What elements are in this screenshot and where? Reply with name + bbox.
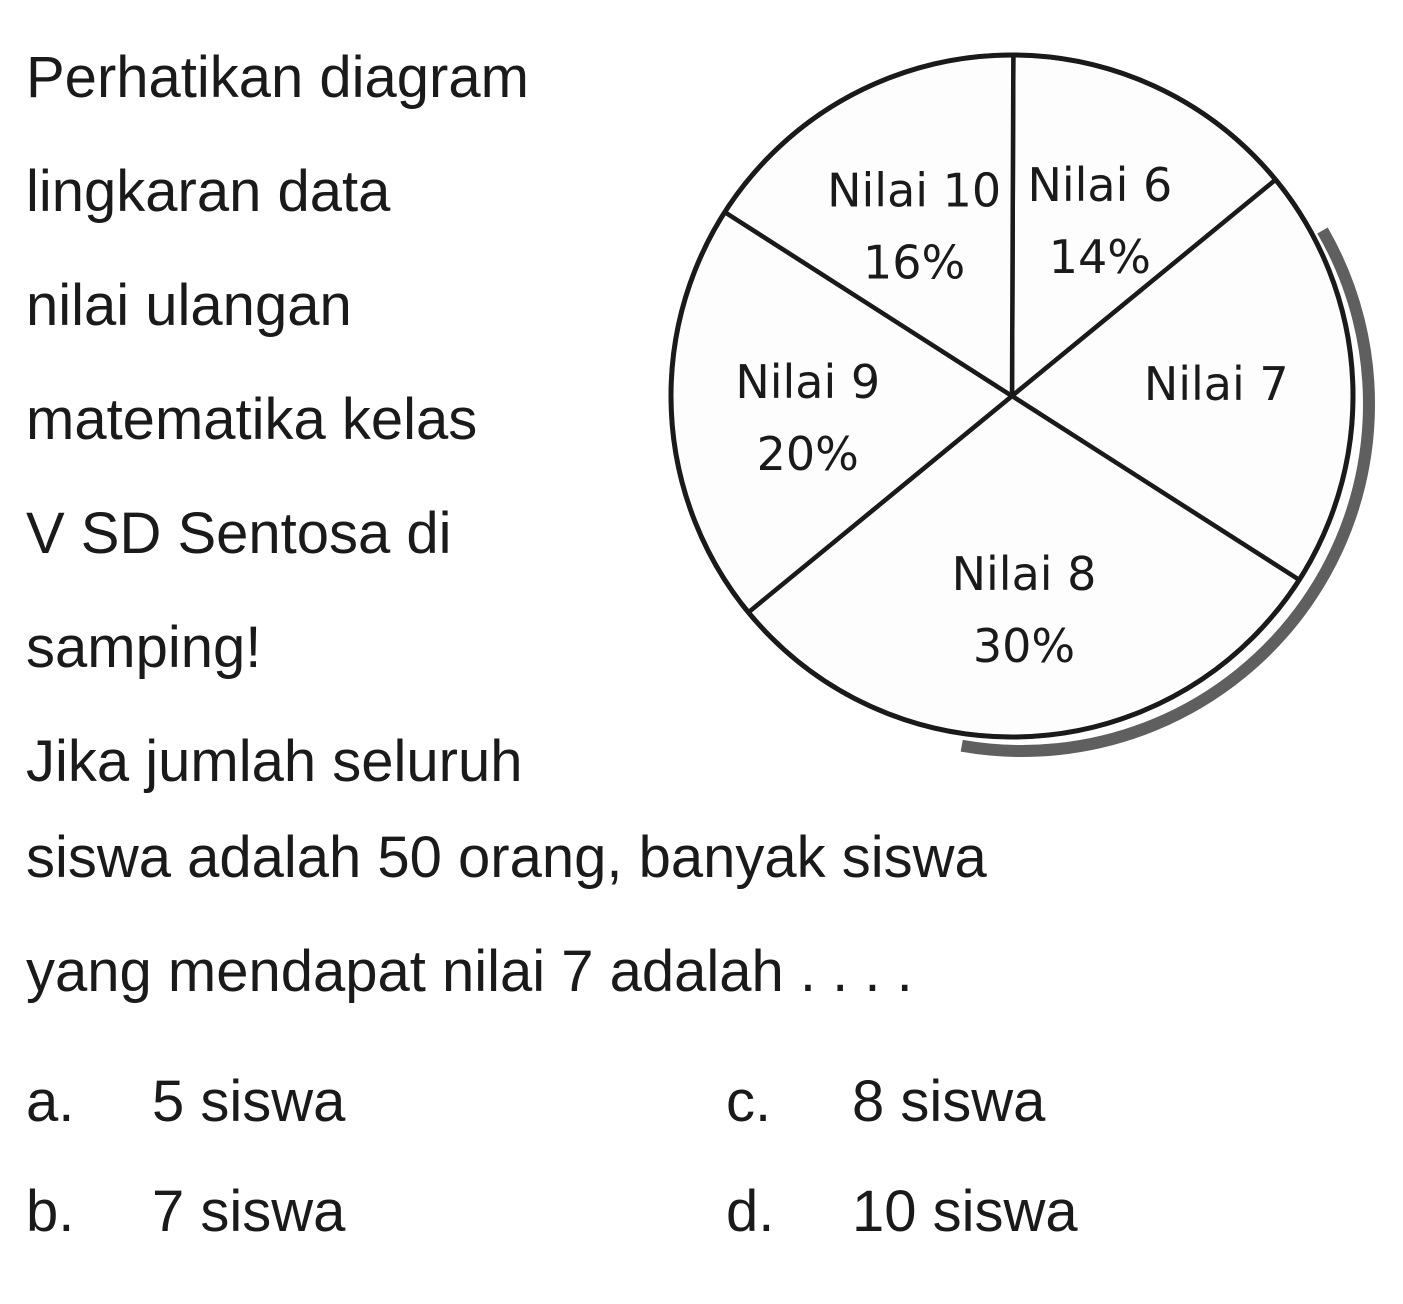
slice-name-label: Nilai 7 [1143, 356, 1289, 411]
question-line: matematika kelas [26, 387, 478, 452]
question-line: lingkaran data [26, 159, 391, 224]
slice-name-label: Nilai 10 [827, 163, 1002, 218]
slice-percent-label: 30% [972, 619, 1076, 674]
question-line: yang mendapat nilai 7 adalah . . . . [26, 939, 913, 1004]
option-letter: c. [726, 1069, 772, 1134]
slice-percent-label: 20% [756, 427, 859, 482]
option-letter: b. [26, 1179, 75, 1244]
slice-percent-label: 14% [1048, 230, 1151, 285]
question-line: nilai ulangan [26, 273, 352, 338]
question-continuation [26, 824, 987, 1052]
option-text: 5 siswa [152, 1069, 346, 1134]
option-b[interactable] [26, 1178, 345, 1245]
option-c[interactable] [726, 1068, 1045, 1135]
question-line: Jika jumlah seluruh [26, 729, 523, 794]
slice-name-label: Nilai 8 [951, 547, 1097, 602]
question-line: samping! [26, 615, 262, 680]
option-letter: d. [726, 1179, 775, 1244]
question-line: V SD Sentosa di [26, 501, 452, 566]
slice-percent-label: 16% [863, 235, 966, 290]
option-a[interactable] [26, 1068, 345, 1135]
question-line: Perhatikan diagram [26, 45, 529, 110]
question-line: siswa adalah 50 orang, banyak siswa [26, 825, 987, 890]
option-text: 8 siswa [852, 1069, 1046, 1134]
option-d[interactable] [726, 1178, 1078, 1245]
option-text: 7 siswa [152, 1179, 346, 1244]
slice-name-label: Nilai 6 [1027, 158, 1173, 213]
option-text: 10 siswa [852, 1179, 1078, 1244]
question-intro [26, 44, 529, 842]
slice-name-label: Nilai 9 [735, 355, 881, 410]
pie-chart [640, 30, 1400, 790]
option-letter: a. [26, 1069, 75, 1134]
